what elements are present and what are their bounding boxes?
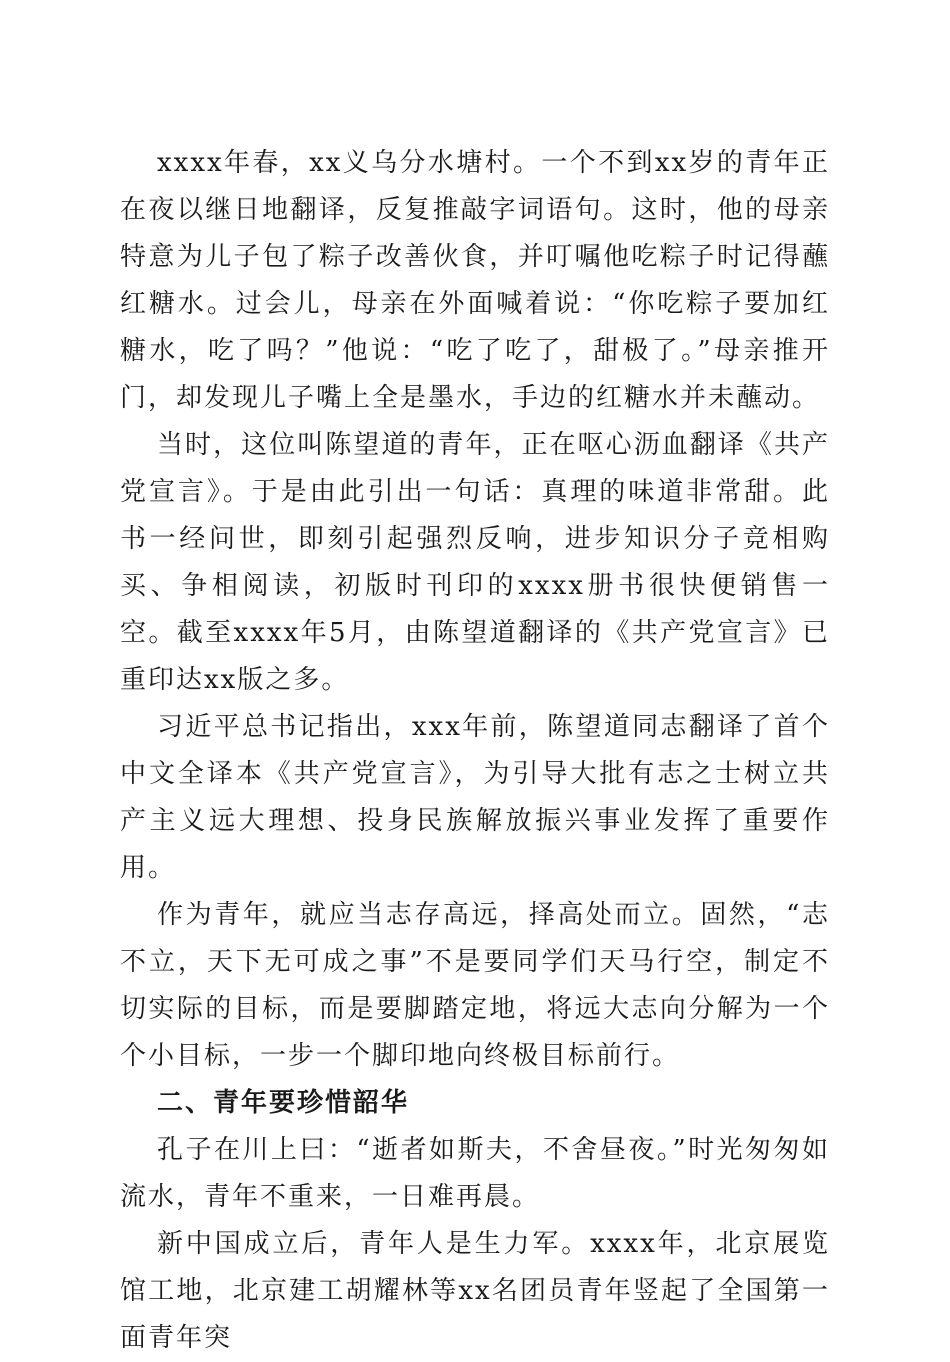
paragraph-6: 新中国成立后，青年人是生力军。xxxx年，北京展览馆工地，北京建工胡耀林等xx名团员青年竖起了全国第一面青年突 (120, 1229, 830, 1353)
paragraph-4: 作为青年，就应当志存高远，择高处而立。固然，“志不立，天下无可成之事”不是要同学们天马行空，制定不切实际的目标，而是要脚踏定地，将远大志向分解为一个个小目标，一步一个脚印地向终极目标前行。 (120, 900, 830, 1071)
paragraph-3: 习近平总书记指出，xxx年前，陈望道同志翻译了首个中文全译本《共产党宣言》，为引导大批有志之士树立共产主义远大理想、投身民族解放振兴事业发挥了重要作用。 (120, 712, 830, 883)
paragraph-5: 孔子在川上曰：“逝者如斯夫，不舍昼夜。”时光匆匆如流水，青年不重来，一日难再晨。 (120, 1135, 830, 1212)
paragraph-2: 当时，这位叫陈望道的青年，正在呕心沥血翻译《共产党宣言》。于是由此引出一句话：真理的味道非常甜。此书一经问世，即刻引起强烈反响，进步知识分子竞相购买、争相阅读，初版时刊印的xxxx册书很快便销售一空。截至xxxx年5月，由陈望道翻译的《共产党宣言》已重印达xx版之多。 (120, 430, 830, 695)
section-heading: 二、青年要珍惜韶华 (157, 1088, 410, 1118)
paragraph-1: xxxx年春，xx义乌分水塘村。一个不到xx岁的青年正在夜以继日地翻译，反复推敲字词语句。这时，他的母亲特意为儿子包了粽子改善伙食，并叮嘱他吃粽子时记得蘸红糖水。过会儿，母亲在外面喊着说：“你吃粽子要加红糖水，吃了吗？”他说：“吃了吃了，甜极了。”母亲推开门，却发现儿子嘴上全是墨水，手边的红糖水并未蘸动。 (120, 148, 830, 413)
document-page (120, 140, 830, 1362)
